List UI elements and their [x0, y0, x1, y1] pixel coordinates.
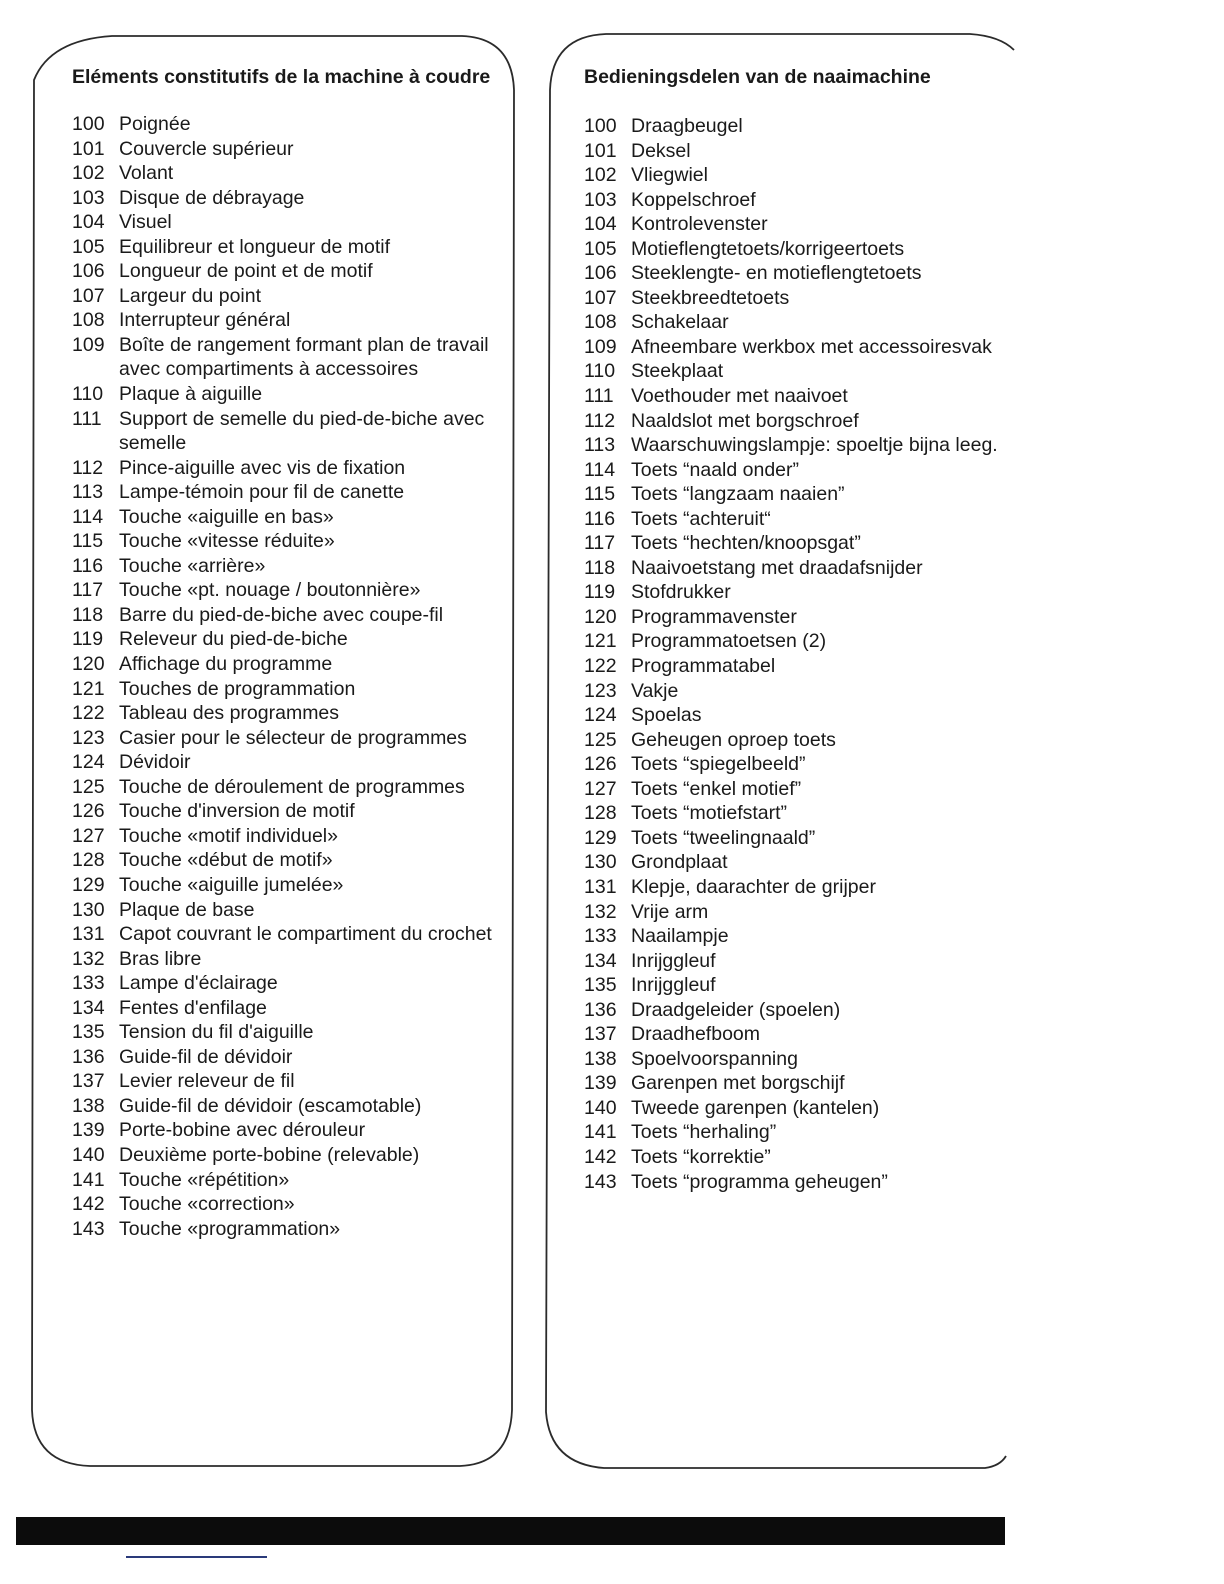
list-item [72, 750, 492, 775]
list-item [72, 848, 492, 873]
item-label: Plaque de base [119, 898, 255, 921]
item-number: 126 [584, 753, 617, 776]
item-label: Releveur du pied-de-biche [119, 628, 348, 651]
item-label: Bras libre [119, 947, 202, 970]
item-label: Grondplaat [631, 851, 728, 874]
item-label: Touche d'inversion de motif [119, 800, 355, 823]
item-label: Stofdrukker [631, 581, 731, 604]
item-label: Toets “achteruit“ [631, 507, 771, 530]
footer-rule [126, 1556, 267, 1558]
item-label: Spoelvoorspanning [631, 1047, 798, 1070]
list-item [72, 947, 492, 972]
item-number: 135 [584, 974, 617, 997]
list-item [72, 603, 492, 628]
list-item [584, 924, 1004, 949]
item-label: Guide-fil de dévidoir (escamotable) [119, 1094, 422, 1117]
item-number: 134 [72, 996, 105, 1019]
item-label: Boîte de rangement formant plan de travail avec compartiments à accessoires [119, 333, 489, 381]
item-number: 121 [72, 677, 105, 700]
item-label: Touche de déroulement de programmes [119, 775, 465, 798]
item-label: Toets “korrektie” [631, 1145, 771, 1168]
list-item [584, 629, 1004, 654]
list-item [584, 286, 1004, 311]
item-label: Vakje [631, 679, 679, 702]
item-label: Barre du pied-de-biche avec coupe-fil [119, 603, 444, 626]
list-item [72, 898, 492, 923]
list-item [584, 212, 1004, 237]
list-item [584, 261, 1004, 286]
item-label: Steekplaat [631, 360, 724, 383]
item-number: 138 [584, 1047, 617, 1070]
item-number: 139 [72, 1119, 105, 1142]
item-number: 103 [584, 188, 617, 211]
item-label: Touche «motif individuel» [119, 824, 338, 847]
list-item [584, 998, 1004, 1023]
item-number: 129 [584, 826, 617, 849]
item-number: 101 [72, 137, 105, 160]
item-label: Toets “programma geheugen” [631, 1170, 888, 1193]
list-item [584, 654, 1004, 679]
list-item [584, 1047, 1004, 1072]
list-item [584, 949, 1004, 974]
item-number: 115 [72, 530, 104, 553]
list-item [72, 137, 492, 162]
list-item [584, 114, 1004, 139]
item-number: 104 [72, 211, 105, 234]
item-label: Pince-aiguille avec vis de fixation [119, 456, 406, 479]
list-item [72, 161, 492, 186]
list-item [584, 433, 1004, 458]
item-number: 142 [584, 1145, 617, 1168]
item-number: 117 [584, 532, 616, 555]
right-heading: Bedieningsdelen van de naaimachine [584, 66, 931, 88]
item-label: Programmavenster [631, 605, 797, 628]
list-item [72, 726, 492, 751]
list-item [584, 1096, 1004, 1121]
item-label: Tension du fil d'aiguille [119, 1021, 314, 1044]
item-label: Lampe d'éclairage [119, 972, 278, 995]
item-number: 117 [72, 579, 104, 602]
item-number: 110 [584, 360, 616, 383]
item-label: Disque de débrayage [119, 186, 305, 209]
list-item [72, 922, 492, 947]
item-label: Largeur du point [119, 284, 262, 307]
item-number: 137 [72, 1070, 105, 1093]
list-item [72, 578, 492, 603]
item-label: Guide-fil de dévidoir [119, 1045, 293, 1068]
item-label: Draadgeleider (spoelen) [631, 998, 841, 1021]
item-number: 132 [584, 900, 617, 923]
list-item [72, 284, 492, 309]
item-label: Naaldslot met borgschroef [631, 409, 859, 432]
right-column-dutch [584, 64, 1004, 1194]
list-item [584, 777, 1004, 802]
list-item [584, 875, 1004, 900]
list-item [72, 824, 492, 849]
list-item [72, 480, 492, 505]
list-item [72, 1168, 492, 1193]
item-label: Levier releveur de fil [119, 1070, 295, 1093]
item-number: 137 [584, 1023, 617, 1046]
item-label: Klepje, daarachter de grijper [631, 875, 876, 898]
item-number: 127 [584, 777, 617, 800]
list-item [72, 1069, 492, 1094]
list-item [72, 701, 492, 726]
item-label: Fentes d'enfilage [119, 996, 267, 1019]
list-item [584, 703, 1004, 728]
list-item [72, 677, 492, 702]
list-item [584, 531, 1004, 556]
item-label: Touche «vitesse réduite» [119, 530, 335, 553]
item-number: 141 [72, 1168, 105, 1191]
item-label: Programmatoetsen (2) [631, 630, 827, 653]
item-number: 113 [584, 434, 616, 457]
item-label: Afneembare werkbox met accessoiresvak [631, 335, 992, 358]
item-label: Plaque à aiguille [119, 383, 263, 406]
list-item [72, 996, 492, 1021]
item-number: 109 [584, 335, 617, 358]
item-label: Naailampje [631, 925, 729, 948]
item-number: 122 [72, 702, 105, 725]
item-number: 104 [584, 213, 617, 236]
item-label: Waarschuwingslampje: spoeltje bijna leeg. [631, 434, 998, 457]
list-item [584, 507, 1004, 532]
item-number: 108 [72, 309, 105, 332]
item-number: 111 [72, 407, 102, 430]
list-item [72, 1045, 492, 1070]
item-number: 128 [72, 849, 105, 872]
list-item [72, 308, 492, 333]
item-number: 129 [72, 873, 105, 896]
list-item [72, 1118, 492, 1143]
list-item [584, 1170, 1004, 1195]
item-label: Equilibreur et longueur de motif [119, 235, 390, 258]
footer-black-bar [16, 1517, 1005, 1545]
item-number: 125 [72, 775, 105, 798]
list-item [584, 458, 1004, 483]
list-item [584, 1022, 1004, 1047]
item-number: 130 [584, 851, 617, 874]
item-label: Volant [119, 162, 174, 185]
list-item [584, 850, 1004, 875]
item-number: 115 [584, 483, 616, 506]
item-number: 140 [72, 1143, 105, 1166]
item-label: Toets “naald onder” [631, 458, 800, 481]
list-item [584, 1071, 1004, 1096]
item-number: 141 [584, 1121, 617, 1144]
item-label: Longueur de point et de motif [119, 260, 373, 283]
list-item [584, 728, 1004, 753]
item-number: 120 [72, 653, 105, 676]
item-number: 107 [72, 284, 105, 307]
list-item [72, 1094, 492, 1119]
item-number: 142 [72, 1193, 105, 1216]
list-item [584, 605, 1004, 630]
item-label: Inrijggleuf [631, 974, 716, 997]
list-item [72, 210, 492, 235]
item-number: 106 [584, 262, 617, 285]
list-item [72, 1217, 492, 1242]
list-item [584, 384, 1004, 409]
item-label: Touche «programmation» [119, 1217, 341, 1240]
item-label: Tweede garenpen (kantelen) [631, 1096, 880, 1119]
list-item [584, 679, 1004, 704]
list-item [584, 900, 1004, 925]
item-number: 110 [72, 383, 104, 406]
item-label: Lampe-témoin pour fil de canette [119, 481, 405, 504]
item-number: 103 [72, 186, 105, 209]
list-item [72, 971, 492, 996]
item-label: Casier pour le sélecteur de programmes [119, 726, 467, 749]
list-item [584, 973, 1004, 998]
item-label: Toets “spiegelbeeld” [631, 753, 806, 776]
item-label: Affichage du programme [119, 653, 333, 676]
item-number: 133 [72, 972, 105, 995]
item-number: 139 [584, 1072, 617, 1095]
item-number: 119 [584, 581, 616, 604]
item-number: 119 [72, 628, 104, 651]
item-label: Touche «répétition» [119, 1168, 290, 1191]
item-number: 120 [584, 605, 617, 628]
item-label: Tableau des programmes [119, 702, 340, 725]
item-number: 106 [72, 260, 105, 283]
list-item [584, 1145, 1004, 1170]
item-label: Visuel [119, 211, 172, 234]
list-item [584, 409, 1004, 434]
item-number: 100 [72, 113, 105, 135]
item-label: Draadhefboom [631, 1023, 760, 1046]
list-item [72, 259, 492, 284]
item-label: Toets “hechten/knoopsgat” [631, 532, 861, 555]
list-item [584, 237, 1004, 262]
list-item [72, 1020, 492, 1045]
item-number: 114 [72, 505, 104, 528]
list-item [72, 652, 492, 677]
item-label: Deksel [631, 139, 691, 162]
list-item [72, 186, 492, 211]
list-item [72, 333, 492, 382]
list-item [584, 826, 1004, 851]
list-item [72, 775, 492, 800]
list-item [72, 529, 492, 554]
item-label: Touche «aiguille en bas» [119, 505, 334, 528]
item-number: 109 [72, 333, 105, 356]
item-number: 140 [584, 1096, 617, 1119]
item-number: 143 [584, 1170, 617, 1193]
left-heading: Eléments constitutifs de la machine à coudre [72, 66, 491, 88]
item-number: 126 [72, 800, 105, 823]
list-item [584, 359, 1004, 384]
item-label: Toets “tweelingnaald” [631, 826, 816, 849]
item-label: Porte-bobine avec dérouleur [119, 1119, 366, 1142]
item-number: 132 [72, 947, 105, 970]
item-number: 112 [72, 456, 104, 479]
list-item [584, 310, 1004, 335]
item-number: 118 [584, 556, 616, 579]
item-label: Naaivoetstang met draadafsnijder [631, 556, 923, 579]
item-label: Deuxième porte-bobine (relevable) [119, 1143, 420, 1166]
list-item [584, 139, 1004, 164]
item-label: Vliegwiel [631, 164, 708, 187]
item-number: 123 [72, 726, 105, 749]
item-number: 124 [72, 751, 105, 774]
item-label: Inrijggleuf [631, 949, 716, 972]
item-number: 122 [584, 655, 617, 678]
item-number: 101 [584, 139, 617, 162]
item-number: 105 [72, 235, 105, 258]
item-label: Steekbreedtetoets [631, 286, 790, 309]
item-number: 123 [584, 679, 617, 702]
list-item [584, 580, 1004, 605]
item-label: Schakelaar [631, 311, 729, 334]
item-label: Capot couvrant le compartiment du crochet [119, 923, 492, 946]
item-label: Toets “motiefstart” [631, 802, 788, 825]
left-parts-list [72, 112, 492, 1241]
item-number: 131 [584, 875, 617, 898]
item-label: Touches de programmation [119, 677, 356, 700]
item-label: Programmatabel [631, 655, 776, 678]
item-label: Touche «correction» [119, 1193, 295, 1216]
item-label: Toets “langzaam naaien” [631, 483, 845, 506]
item-label: Dévidoir [119, 751, 191, 774]
list-item [72, 1143, 492, 1168]
item-number: 118 [72, 603, 104, 626]
item-number: 131 [72, 923, 105, 946]
item-number: 102 [72, 162, 105, 185]
item-label: Toets “herhaling” [631, 1121, 777, 1144]
list-item [584, 188, 1004, 213]
list-item [72, 112, 492, 137]
item-number: 116 [72, 554, 104, 577]
item-label: Touche «début de motif» [119, 849, 333, 872]
item-label: Kontrolevenster [631, 213, 768, 236]
list-item [72, 554, 492, 579]
item-label: Couvercle supérieur [119, 137, 294, 160]
item-number: 121 [584, 630, 617, 653]
item-label: Vrije arm [631, 900, 709, 923]
item-label: Toets “enkel motief” [631, 777, 802, 800]
item-label: Touche «arrière» [119, 554, 266, 577]
list-item [584, 1120, 1004, 1145]
item-number: 127 [72, 824, 105, 847]
list-item [584, 482, 1004, 507]
item-number: 105 [584, 237, 617, 260]
item-number: 138 [72, 1094, 105, 1117]
item-number: 143 [72, 1217, 105, 1240]
item-label: Geheugen oproep toets [631, 728, 836, 751]
list-item [72, 873, 492, 898]
item-label: Draagbeugel [631, 115, 743, 137]
item-number: 128 [584, 802, 617, 825]
list-item [72, 407, 492, 456]
item-label: Support de semelle du pied-de-biche avec semelle [119, 407, 485, 455]
item-number: 102 [584, 164, 617, 187]
item-number: 111 [584, 385, 614, 408]
list-item [72, 235, 492, 260]
item-number: 116 [584, 507, 616, 530]
item-label: Interrupteur général [119, 309, 291, 332]
item-number: 133 [584, 925, 617, 948]
item-number: 136 [584, 998, 617, 1021]
list-item [584, 335, 1004, 360]
item-number: 112 [584, 409, 616, 432]
list-item [584, 801, 1004, 826]
item-label: Koppelschroef [631, 188, 756, 211]
item-label: Touche «aiguille jumelée» [119, 873, 344, 896]
item-label: Touche «pt. nouage / boutonnière» [119, 579, 421, 602]
item-label: Steeklengte- en motieflengtetoets [631, 262, 922, 285]
list-item [72, 1192, 492, 1217]
item-number: 125 [584, 728, 617, 751]
item-label: Voethouder met naaivoet [631, 385, 848, 408]
item-label: Poignée [119, 113, 191, 135]
left-column-french [72, 64, 492, 1241]
item-number: 100 [584, 115, 617, 137]
item-number: 114 [584, 458, 616, 481]
list-item [72, 799, 492, 824]
item-number: 134 [584, 949, 617, 972]
list-item [584, 556, 1004, 581]
item-label: Spoelas [631, 704, 702, 727]
item-number: 135 [72, 1021, 105, 1044]
item-label: Motieflengtetoets/korrigeertoets [631, 237, 905, 260]
item-number: 130 [72, 898, 105, 921]
list-item [72, 456, 492, 481]
item-number: 124 [584, 704, 617, 727]
item-number: 113 [72, 481, 104, 504]
item-number: 136 [72, 1045, 105, 1068]
list-item [72, 505, 492, 530]
list-item [584, 163, 1004, 188]
list-item [584, 752, 1004, 777]
right-parts-list [584, 114, 1004, 1194]
item-label: Garenpen met borgschijf [631, 1072, 845, 1095]
item-number: 107 [584, 286, 617, 309]
item-number: 108 [584, 311, 617, 334]
list-item [72, 627, 492, 652]
list-item [72, 382, 492, 407]
